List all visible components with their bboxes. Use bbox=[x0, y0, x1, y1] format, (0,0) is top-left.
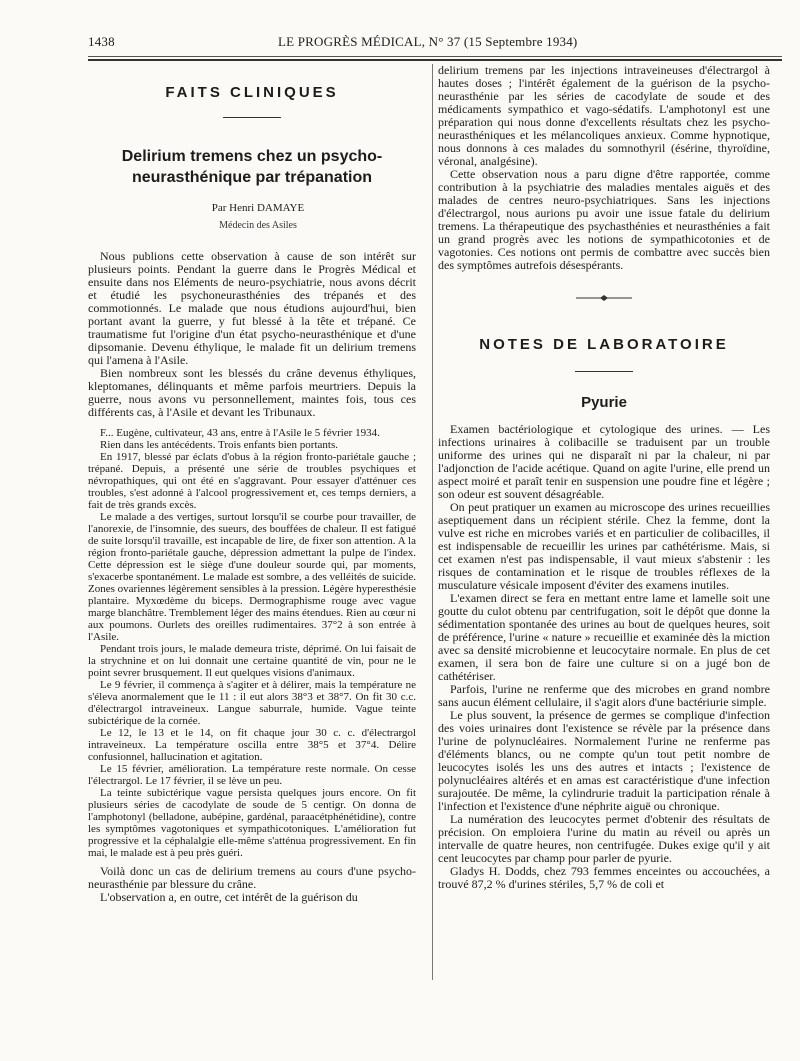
observation-paragraph: Le 12, le 13 et le 14, on fit chaque jour 30 c. c. d'électrargol intraveineux. La température oscilla entre 38°5 et 37°4. Délire confusionnel, hallucination et agitation. bbox=[88, 727, 416, 763]
observation-paragraph: La teinte subictérique vague persista quelques jours encore. On fit plusieurs séries de cacodylate de soude de 5 centigr. On donna de l'amphotonyl (belladone, aubépine, gardénal, paraacétphénétidine), contre les symptômes vagotoniques et sympathicotoniques. L'amélioration fut progressive et la céphalalgie elle-même s'atténua progressivement. En fin mai, le malade est à peu près guéri. bbox=[88, 787, 416, 859]
article-title-line-1: Delirium tremens chez un psycho- bbox=[121, 148, 383, 165]
observation-paragraph: En 1917, blessé par éclats d'obus à la région fronto-pariétale gauche ; trépané. Depuis, a présenté une série de troubles psychiques et névropathiques, qui ont été en s'aggravant. Pour essayer d'atténuer ces troubles, s'est adonné à l'alcool progressivement et, ces temps derniers, a fait de très grands excès. bbox=[88, 451, 416, 511]
running-title: LE PROGRÈS MÉDICAL, N° 37 (15 Septembre 1934) bbox=[278, 34, 578, 49]
observation-paragraph: Le 15 février, amélioration. La température reste normale. On cesse l'électrargol. Le 17 février, il se lève un peu. bbox=[88, 763, 416, 787]
observation-paragraph: Rien dans les antécédents. Trois enfants bien portants. bbox=[100, 439, 338, 451]
subsection-title-pyurie: Pyurie bbox=[581, 394, 627, 411]
right-column bbox=[438, 64, 770, 891]
page-number: 1438 bbox=[88, 34, 115, 49]
observation-paragraph: F... Eugène, cultivateur, 43 ans, entre à l'Asile le 5 février 1934. bbox=[100, 427, 380, 439]
article-title-line-2: neurasthénique par trépanation bbox=[131, 169, 373, 186]
observation-paragraph: Pendant trois jours, le malade demeura triste, déprimé. On lui faisait de la strychnine et on lui donnait une certaine quantité de vin, pour ne le point sevrer brusquement. Il eut quelques visions d'animaux. bbox=[88, 643, 416, 679]
observation-paragraph: Le malade a des vertiges, surtout lorsqu'il se courbe pour travailler, de l'anorexie, de l'insomnie, des sueurs, des bouffées de chaleur. Il est fatigué de suite lorsqu'il travaille, est incapable de lire, de fixer son attention. A la région fronto-pariétale gauche, dépression admettant la pulpe de l'index. Cette dépression est le siège d'une douleur sourde qui, par moments, s'exacerbe spontanément. Le malade est sombre, a des velléités de suicide. Zones ovariennes légèrement sensibles à la pression. Légère hyperesthésie plantaire. Myxœdème du biceps. Dermographisme rouge avec vague marge blanchâtre. Tremblement léger des mains étendues. Rien au cœur ni aux poumons. Ourlets des oreilles rudimentaires. 37°2 à son entrée à l'Asile. bbox=[88, 511, 416, 643]
closing-paragraph: Voilà donc un cas de delirium tremens au cours d'une psycho-neurasthénie par blessure du crâne. bbox=[88, 864, 416, 891]
continuation-paragraph: delirium tremens par les injections intraveineuses d'électrargol à hautes doses ; l'intérêt également de la guérison de la psycho-neurasthénie par les séries de cacodylate de soude et des médicaments sympathico et vago-sédatifs. L'amphotonyl est une préparation qui nous donne d'excellents résultats chez les psycho-neurasthéniques et les mélancoliques anxieux. Comme hypnotique, nous donnons à ces malades du somnothyril (ésérine, thyroïdine, véronal, analgésine). bbox=[438, 63, 770, 168]
section-title-notes-laboratoire: NOTES DE LABORATOIRE bbox=[479, 336, 729, 353]
continuation-paragraph: Cette observation nous a paru digne d'être rapportée, comme contribution à la psychiatrie des maladies mentales aiguës et des malades de centres neuro-psychiatriques. Sans les injections d'électrargol, nous aurions pu avoir une issue fatale du delirium tremens. La thérapeutique des psychasthénies et neurasthénies a fait un grand progrès avec les notions de sympathicotonies et de vagotonies. Ces notions ont permis de combattre avec succès bien des symptômes autrefois désespérants. bbox=[438, 167, 770, 272]
intro-paragraph: Nous publions cette observation à cause de son intérêt sur plusieurs points. Pendant la guerre dans le Progrès Médical et ensuite dans nos Eléments de neuro-psychiatrie, nous avons décrit et étudié les psychoneurasthénies des trépanés et des commotionnés. Le malade que nous étudions aujourd'hui, bien portant avant la guerre, y fut blessé à la tête et trépané. Ce traumatisme fut l'origine d'un état psycho-neurasthénique et d'une dipsomanie. Devenu éthylique, le malade fit un delirium tremens qui l'amena à l'Asile. bbox=[88, 249, 416, 367]
lab-paragraph: Examen bactériologique et cytologique des urines. — Les infections urinaires à colibacille se traduisent par un trouble uniforme des urines qui ne disparaît ni par la chaleur, ni par l'adjonction de l'acide acétique. Quand on agite l'urine, elle prend un aspect moiré et paraît tenir en suspension une poudre fine et légère ; son odeur est souvent désagréable. bbox=[438, 422, 770, 501]
lab-paragraph: La numération des leucocytes permet d'obtenir des résultats de précision. On emploiera l'urine du matin au réveil ou après un intervalle de quatre heures, non centrifugée. Dukes exige qu'il y ait cent leucocytes par champ pour parler de pyurie. bbox=[438, 812, 770, 865]
lab-paragraph: On peut pratiquer un examen au microscope des urines recueillies aseptiquement dans un récipient stérile. Chez la femme, dont la vulve est riche en microbes variés et en particulier de colibacilles, il est indispensable de recueillir les urines par cathétérisme. Mais, si cet examen n'est pas indispensable, il vaut mieux s'abstenir : les risques de contamination et le risque de troubles réflexes de la musculature vésicale imposent d'éviter des examens inutiles. bbox=[438, 500, 770, 592]
observation-paragraph: Le 9 février, il commença à s'agiter et à délirer, mais la température ne s'éleva anormalement que le 11 : il eut alors 38°3 et 38°7. On fit 30 c.c. d'électrargol intraveineux. Langue saburrale, humide. Vague teinte subictérique de la cornée. bbox=[88, 679, 416, 727]
lab-paragraph: L'examen direct se fera en mettant entre lame et lamelle soit une goutte du culot obtenu par centrifugation, soit le dépôt que donne la sédimentation spontanée des urines au bout de quelques heures, soit de préférence, l'urine « nature » recueillie et examinée dès la miction avec sa densité microbienne et leucocytaire normale. En plus de cet examen, il sera bon de faire une culture si on a jugé bon de cathétériser. bbox=[438, 591, 770, 683]
running-header bbox=[88, 34, 782, 52]
header-rule-thick bbox=[88, 59, 782, 61]
left-column bbox=[88, 62, 416, 904]
ornament-divider bbox=[574, 294, 634, 302]
column-divider bbox=[432, 64, 433, 980]
closing-paragraph: L'observation a, en outre, cet intérêt de la guérison du bbox=[100, 890, 358, 904]
header-rule bbox=[88, 56, 782, 57]
author-affiliation: Médecin des Asiles bbox=[219, 220, 297, 231]
byline: Par Henri DAMAYE bbox=[211, 202, 305, 214]
lab-paragraph: Gladys H. Dodds, chez 793 femmes enceintes ou accouchées, a trouvé 87,2 % d'urines stériles, 5,7 % de coli et bbox=[438, 864, 770, 891]
section-title-faits-cliniques: FAITS CLINIQUES bbox=[165, 84, 339, 101]
lab-paragraph: Le plus souvent, la présence de germes se complique d'infection des voies urinaires dont l'existence se révèle par la présence dans l'urine de polynucléaires. Normalement l'urine ne renferme pas d'éléments blancs, ou ne compte qu'un tout petit nombre de leucocytes isolés les uns des autres et intacts ; l'existence de polynucléaires altérés et en amas est caractéristique d'une infection surajoutée. De même, la cylindrurie traduit la participation rénale à l'infection et l'existence d'une néphrite aiguë ou chronique. bbox=[438, 708, 770, 813]
intro-paragraph: Bien nombreux sont les blessés du crâne devenus éthyliques, kleptomanes, délinquants et même parfois meurtriers. Depuis la guerre, nous avons vu personnellement, maintes fois, tous ces différents cas, à l'Asile et devant les Tribunaux. bbox=[88, 366, 416, 419]
observation-block bbox=[88, 427, 416, 859]
lab-paragraph: Parfois, l'urine ne renferme que des microbes en grand nombre sans aucun élément cellulaire, il s'agit alors d'une bactériurie simple. bbox=[438, 682, 770, 709]
